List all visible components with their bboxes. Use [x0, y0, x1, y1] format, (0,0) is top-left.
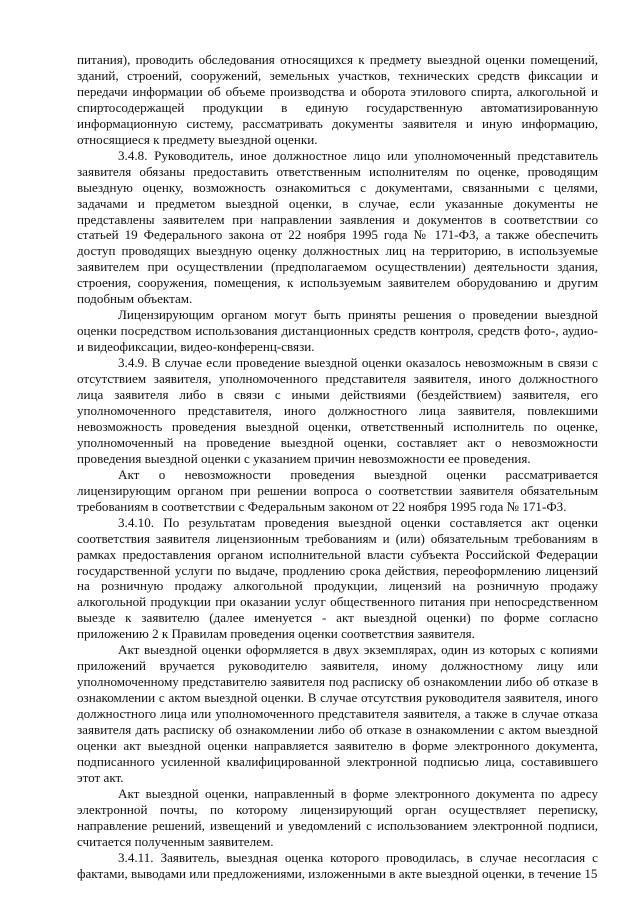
paragraph-electronic-act: Акт выездной оценки, направленный в форме электронного документа по адресу электронной почты, по которому лицензирующий орган осуществляет переписку, направление решений, извещений и уведомлений с использованием электронной подписи, считается полученным заявителем. — [77, 785, 598, 849]
paragraph-3-4-8: 3.4.8. Руководитель, иное должностное лицо или уполномоченный представитель заявителя обязаны предоставить ответственным исполнителям по оценке, проводящим выездную оценку, возможность ознакомиться с документами, связанными с целями, задачами и предметом выездной оценки, в случае, если указанные документы не представлены заявителем при направлении заявления и документов в соответствии со статьей 19 Федерального закона от 22 ноября 1995 года № 171-ФЗ, а также обеспечить доступ проводящих выездную оценку должностных лиц на территорию, в используемые заявителем при осуществлении (предполагаемом осуществлении) деятельности здания, строения, сооружения, помещения, к используемым заявителем оборудованию и другим подобным объектам. — [77, 147, 598, 307]
paragraph-3-4-9: 3.4.9. В случае если проведение выездной оценки оказалось невозможным в связи с отсутствием заявителя, уполномоченного представителя заявителя, иного должностного лица заявителя либо в связи с иными действиями (бездействием) заявителя, его уполномоченного представителя, иного должностного лица заявителя, повлекшими невозможность проведения выездной оценки, ответственный исполнитель по оценке, уполномоченный на проведение выездной оценки, составляет акт о невозможности проведения выездной оценки с указанием причин невозможности ее проведения. — [77, 355, 598, 466]
paragraph-act-copies: Акт выездной оценки оформляется в двух экземплярах, один из которых с копиями приложений вручается руководителю заявителя, иному должностному лицу или уполномоченному представителю заявителя под расписку об ознакомлении либо об отказе в ознакомлении с актом выездной оценки. В случае отсутствия руководителя заявителя, иного должностного лица или уполномоченного представителя заявителя, а также в случае отказа заявителя дать расписку об ознакомлении либо об отказе в ознакомлении с актом выездной оценки акт выездной оценки направляется заявителю в форме электронного документа, подписанного усиленной квалифицированной электронной подписью лица, составившего этот акт. — [77, 642, 598, 785]
paragraph-3-4-10: 3.4.10. По результатам проведения выездной оценки составляется акт оценки соответствия заявителя лицензионным требованиям и (или) обязательным требованиям в рамках предоставления органом исполнительной власти субъекта Российской Федерации государственной услуги по выдаче, продлению срока действия, переоформлению лицензий на розничную продажу алкогольной продукции, лицензий на розничную продажу алкогольной продукции при оказании услуг общественного питания при непосредственном выезде к заявителю (далее именуется - акт выездной оценки) по форме согласно приложению 2 к Правилам проведения оценки соответствия заявителя. — [77, 514, 598, 642]
paragraph-3-4-11: 3.4.11. Заявитель, выездная оценка которого проводилась, в случае несогласия с фактами, выводами или предложениями, изложенными в акте выездной оценки, в течение 15 — [77, 849, 598, 881]
document-page — [77, 52, 598, 882]
paragraph-impossibility-act: Акт о невозможности проведения выездной оценки рассматривается лицензирующим органом при решении вопроса о соответствии заявителя обязательным требованиям в соответствии с Федеральным законом от 22 ноября 1995 года № 171-ФЗ. — [77, 466, 598, 514]
paragraph-remote-assessment: Лицензирующим органом могут быть приняты решения о проведении выездной оценки посредством использования дистанционных средств контроля, средств фото-, аудио- и видеофиксации, видео-конференц-связи. — [77, 307, 598, 355]
paragraph-1: питания), проводить обследования относящихся к предмету выездной оценки помещений, зданий, строений, сооружений, земельных участков, технических средств фиксации и передачи информации об объеме производства и оборота этилового спирта, алкогольной и спиртосодержащей продукции в единую государственную автоматизированную информационную систему, рассматривать документы заявителя и иную информацию, относящиеся к предмету выездной оценки. — [77, 52, 598, 147]
